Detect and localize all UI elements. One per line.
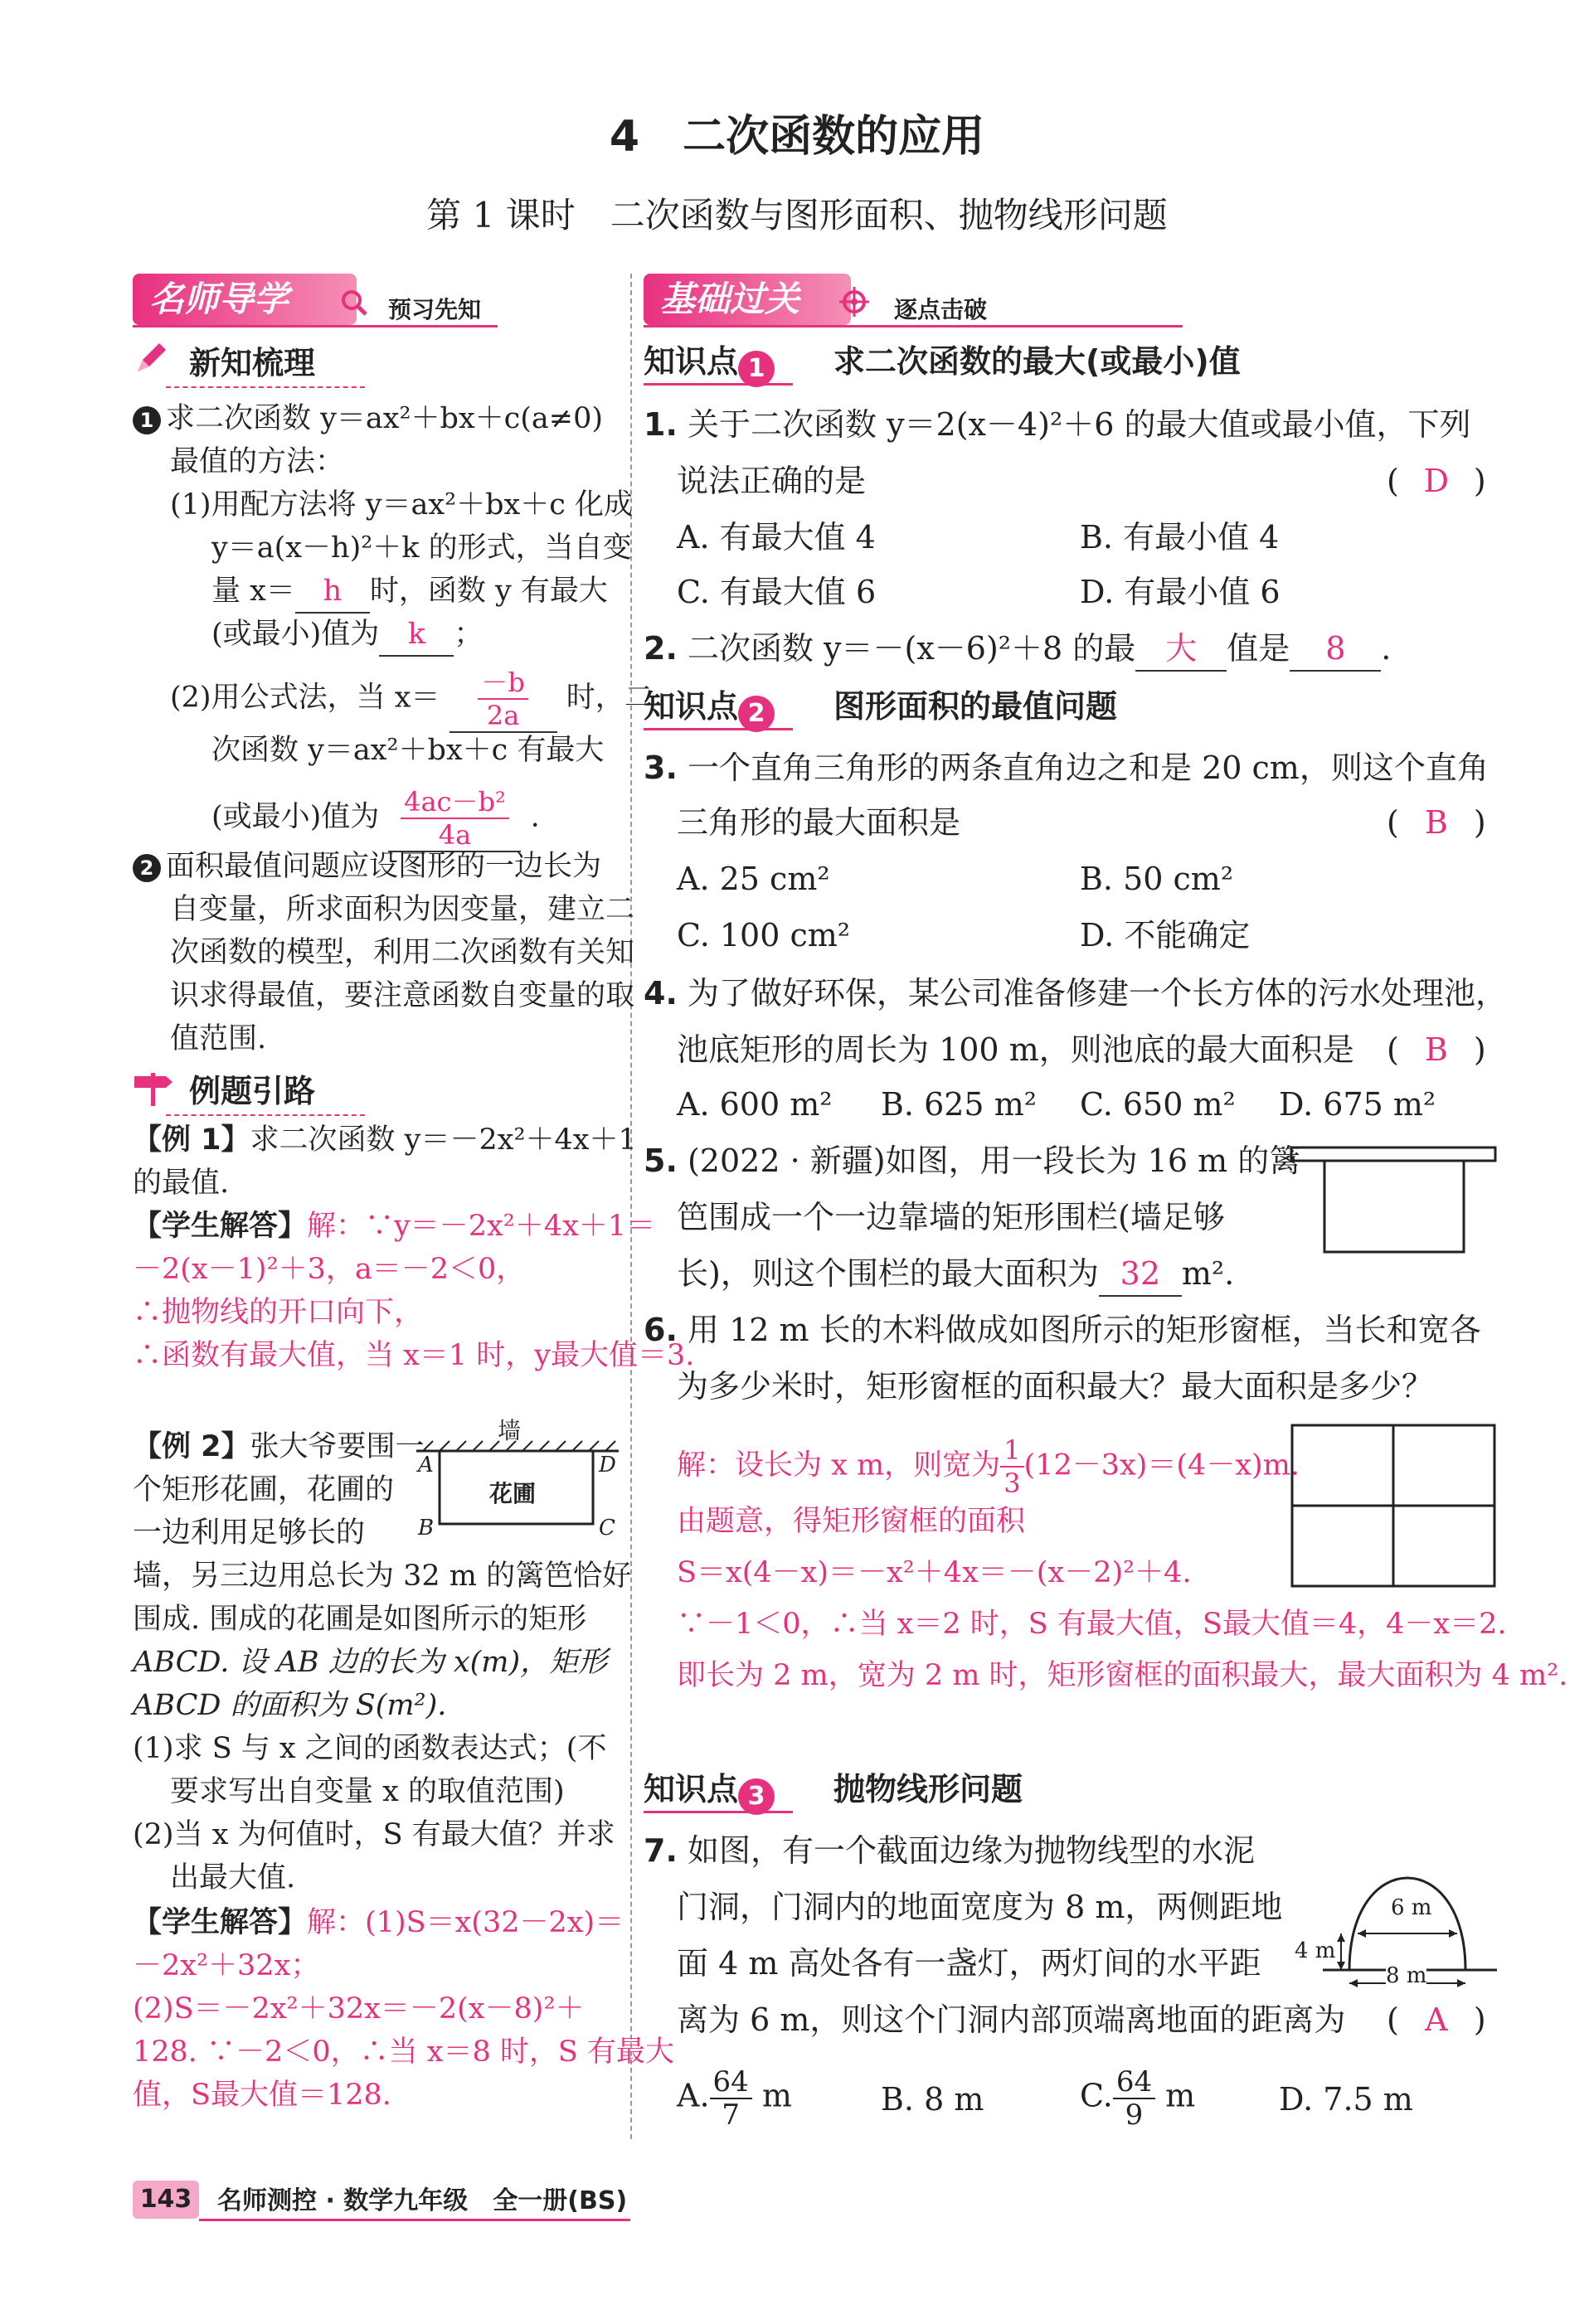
fig-garden-label: 花圃 <box>489 1480 537 1507</box>
q5-line3b: m². <box>1181 1255 1235 1292</box>
ex2-line5: 围成. 围成的花圃是如图所示的矩形 <box>133 1603 587 1636</box>
q1-number: 1. <box>644 406 678 443</box>
p2-line2: 自变量，所求面积为因变量，建立二 <box>170 893 635 926</box>
q6-window-figure <box>1290 1423 1497 1592</box>
ex2-ans5: 值，S最大值＝128. <box>133 2079 391 2112</box>
ex2-ans1: 解：(1)S＝x(32－2x)＝ <box>307 1906 624 1939</box>
q5-line2: 笆围成一个一边靠墙的矩形围栏(墙足够 <box>677 1199 1225 1235</box>
ex2-line6: ABCD. 设 AB 边的长为 x(m)，矩形 <box>133 1646 608 1679</box>
fig-A: A <box>418 1453 434 1477</box>
page-subtitle: 第 1 课时 二次函数与图形面积、抛物线形问题 <box>426 195 1168 235</box>
footer-text: 名师测控 · 数学九年级 全一册(BS) <box>217 2186 628 2215</box>
q3-option-a: A. 25 cm² <box>677 861 830 897</box>
q6-ans1b: (12－3x)＝(4－x)m. <box>1023 1448 1300 1482</box>
fig-wall-label: 墙 <box>498 1417 522 1444</box>
frac-vertex-den: 4a <box>438 819 472 851</box>
kp1-underline <box>644 383 793 386</box>
footer-line <box>199 2219 630 2221</box>
point-2-badge: 2 <box>133 854 161 882</box>
fig7-side-label: 4 m <box>1295 1938 1336 1963</box>
q1-option-a: A. 有最大值 4 <box>677 519 876 556</box>
q4-option-b: B. 625 m² <box>881 1086 1037 1123</box>
q2-text-b: 值是 <box>1227 630 1290 667</box>
ex2-q1b: 要求写出自变量 x 的取值范围) <box>170 1775 565 1808</box>
point-1-badge: 1 <box>133 406 161 434</box>
p1-s2-line2: 次函数 y＝ax²＋bx＋c 有最大 <box>211 734 605 767</box>
p1-s1-line1: (1)用配方法将 y＝ax²＋bx＋c 化成 <box>170 488 633 522</box>
q3-answer: B <box>1424 804 1448 841</box>
kp2-label: 知识点 <box>644 688 739 725</box>
kp2-underline <box>644 728 793 730</box>
ex2-tag: 【例 2】 <box>133 1430 250 1463</box>
kp3-title: 抛物线形问题 <box>833 1771 1023 1807</box>
p1-s1-line2: y＝a(x－h)²＋k 的形式，当自变 <box>211 531 632 565</box>
q5-blank: 32 <box>1099 1252 1182 1297</box>
kp1-label: 知识点 <box>644 343 739 380</box>
magnifier-icon <box>340 289 368 323</box>
q6-ans5: 即长为 2 m，宽为 2 m 时，矩形窗框的面积最大，最大面积为 4 m². <box>677 1659 1568 1692</box>
q3-option-c: C. 100 cm² <box>677 917 851 953</box>
ex2-ans4: 128. ∵－2＜0，∴当 x＝8 时，S 有最大 <box>133 2035 674 2069</box>
fig-C: C <box>599 1516 615 1540</box>
kp2-badge: 2 <box>738 696 775 732</box>
q7-line2: 门洞，门洞内的地面宽度为 8 m，两侧距地 <box>677 1889 1283 1925</box>
p1-line1: 求二次函数 y＝ax²＋bx＋c(a≠0) <box>166 402 604 435</box>
q1-line1: 关于二次函数 y＝2(x－4)²＋6 的最大值或最小值，下列 <box>687 406 1471 443</box>
ex1-ans2: －2(x－1)²＋3，a＝－2＜0， <box>133 1253 526 1286</box>
q2-blank-1: 大 <box>1135 627 1227 672</box>
frac-vertex-num: 4ac－b² <box>401 786 509 819</box>
q7-answer: A <box>1425 2001 1448 2038</box>
kp2-title: 图形面积的最值问题 <box>833 688 1118 725</box>
q5-line1: (2022 · 新疆)如图，用一段长为 16 m 的篱 <box>687 1143 1301 1179</box>
garden-figure <box>415 1419 622 1552</box>
frac-b-num: －b <box>478 667 528 700</box>
p2-line4: 识求得最值，要注意函数自变量的取 <box>170 979 635 1012</box>
q7-number: 7. <box>644 1832 678 1869</box>
q7-option-b: B. 8 m <box>881 2081 984 2118</box>
blank-k: k <box>379 614 454 657</box>
p2-line3: 次函数的模型，利用二次函数有关知 <box>170 936 635 969</box>
q1-option-c: C. 有最大值 6 <box>677 574 877 610</box>
fig7-bottom-label: 8 m <box>1386 1963 1427 1988</box>
p1-s1-line4b: ； <box>454 618 484 651</box>
kp1-badge: 1 <box>738 351 775 387</box>
ex2-q2b: 出最大值. <box>170 1861 296 1895</box>
pencil-icon <box>133 340 169 380</box>
ex1-ans1: 解：∵y＝－2x²＋4x＋1＝ <box>307 1210 656 1243</box>
q7-option-d: D. 7.5 m <box>1279 2081 1413 2118</box>
q6-ans1a: 解：设长为 x m，则宽为 <box>677 1448 1001 1482</box>
ex1-line2: 的最值. <box>133 1167 230 1200</box>
frac-b-den: 2a <box>486 700 520 731</box>
signpost-icon <box>133 1070 174 1109</box>
q3-line1: 一个直角三角形的两条直角边之和是 20 cm，则这个直角 <box>687 750 1489 786</box>
kp3-badge: 3 <box>738 1778 775 1815</box>
right-banner-sub: 逐点击破 <box>894 296 988 323</box>
q2-blank-2: 8 <box>1290 627 1381 672</box>
q4-option-c: C. 650 m² <box>1080 1086 1236 1123</box>
ex1-tag: 【例 1】 <box>133 1123 250 1157</box>
q7-line3: 面 4 m 高处各有一盏灯，两灯间的水平距 <box>677 1945 1261 1982</box>
p2-line5: 值范围. <box>170 1022 267 1055</box>
p1-s2-line3a: (或最小)值为 <box>211 800 380 834</box>
ex2-line1: 张大爷要围一 <box>250 1430 425 1463</box>
p2-line1: 面积最值问题应设图形的一边长为 <box>166 850 602 883</box>
q4-line2: 池底矩形的周长为 100 m，则池底的最大面积是 <box>677 1031 1354 1068</box>
q6-line1: 用 12 m 长的木料做成如图所示的矩形窗框，当长和宽各 <box>687 1312 1481 1348</box>
ex2-line4: 墙，另三边用总长为 32 m 的篱笆恰好 <box>133 1560 632 1593</box>
ex2-line3: 一边利用足够长的 <box>133 1516 366 1550</box>
page-number: 143 <box>133 2181 199 2219</box>
section-underline <box>166 386 365 388</box>
q7-c-unit: m <box>1165 2077 1196 2114</box>
q6-frac-num: 1 <box>1000 1434 1023 1468</box>
left-banner-line <box>133 325 498 327</box>
ex1-ans4: ∴函数有最大值，当 x＝1 时，y最大值＝3. <box>133 1339 695 1372</box>
q4-number: 4. <box>644 975 678 1012</box>
q7-line4: 离为 6 m，则这个门洞内部顶端离地面的距离为 <box>677 2001 1346 2038</box>
kp3-label: 知识点 <box>644 1771 739 1807</box>
q2-number: 2. <box>644 630 678 667</box>
p1-s2-line1a: (2)用公式法，当 x＝ <box>170 681 440 715</box>
q7-c-prefix: C. <box>1080 2077 1113 2114</box>
q7-a-num: 64 <box>710 2066 752 2099</box>
p1-s1-line4a: (或最小)值为 <box>211 618 380 651</box>
page-title: 4 二次函数的应用 <box>609 112 985 162</box>
ex1-ans3: ∴抛物线的开口向下， <box>133 1296 424 1329</box>
ex2-q2a: (2)当 x 为何值时，S 有最大值？并求 <box>133 1818 615 1851</box>
q2-text-a: 二次函数 y＝－(x－6)²＋8 的最 <box>687 630 1136 667</box>
q3-option-d: D. 不能确定 <box>1080 917 1251 953</box>
fig7-top-label: 6 m <box>1391 1895 1432 1920</box>
q7-c-num: 64 <box>1113 2066 1155 2099</box>
q4-line1: 为了做好环保，某公司准备修建一个长方体的污水处理池， <box>687 975 1507 1012</box>
q7-arch-figure <box>1290 1831 1505 1997</box>
kp1-title: 求二次函数的最大(或最小)值 <box>833 343 1241 380</box>
q1-option-d: D. 有最小值 6 <box>1080 574 1281 610</box>
q6-ans3: S＝x(4－x)＝－x²＋4x＝－(x－2)²＋4. <box>677 1556 1192 1589</box>
q6-line2: 为多少米时，矩形窗框的面积最大？最大面积是多少？ <box>677 1368 1434 1405</box>
q1-line2: 说法正确的是 <box>677 463 867 499</box>
kp3-underline <box>644 1811 793 1813</box>
q5-fence-figure <box>1290 1144 1497 1264</box>
q1-option-b: B. 有最小值 4 <box>1080 519 1280 556</box>
q1-answer: D <box>1423 463 1450 499</box>
q6-ans4: ∵－1＜0，∴当 x＝2 时，S 有最大值，S最大值＝4，4－x＝2. <box>677 1608 1507 1641</box>
ex2-q1a: (1)求 S 与 x 之间的函数表达式；(不 <box>133 1732 607 1765</box>
q4-option-a: A. 600 m² <box>677 1086 833 1123</box>
section-examples: 例题引路 <box>189 1073 316 1109</box>
q3-number: 3. <box>644 750 678 786</box>
q4-answer: B <box>1424 1031 1448 1068</box>
q7-a-unit: m <box>761 2077 792 2114</box>
ex1-line1: 求二次函数 y＝－2x²＋4x＋1 <box>250 1123 637 1157</box>
q3-line2: 三角形的最大面积是 <box>677 804 961 841</box>
section-new-knowledge: 新知梳理 <box>189 345 316 381</box>
ex2-answer-tag: 【学生解答】 <box>133 1906 308 1939</box>
fig-B: B <box>418 1516 435 1540</box>
ex2-ans3: (2)S＝－2x²＋32x＝－2(x－8)²＋ <box>133 1992 585 2026</box>
left-banner: 名师导学 <box>133 274 357 325</box>
p1-line2: 最值的方法： <box>170 445 345 478</box>
right-banner: 基础过关 <box>644 274 851 325</box>
blank-h: h <box>295 570 370 614</box>
q5-line3a: 长)，则这个围栏的最大面积为 <box>677 1255 1099 1292</box>
q7-a-prefix: A. <box>677 2077 710 2114</box>
q4-option-d: D. 675 m² <box>1279 1086 1436 1123</box>
left-banner-sub: 预习先知 <box>388 296 482 323</box>
section-underline-2 <box>166 1114 365 1116</box>
q5-number: 5. <box>644 1143 678 1179</box>
q7-line1: 如图，有一个截面边缘为抛物线型的水泥 <box>687 1832 1255 1869</box>
fig-D: D <box>599 1453 616 1477</box>
q2-text-c: . <box>1381 630 1392 667</box>
target-icon <box>839 287 869 320</box>
q6-number: 6. <box>644 1312 678 1348</box>
ex1-answer-tag: 【学生解答】 <box>133 1210 308 1243</box>
p1-s1-line3b: 时，函数 y 有最大 <box>369 575 608 608</box>
right-banner-line <box>644 325 1183 327</box>
q7-c-den: 9 <box>1125 2098 1144 2132</box>
q6-frac-den: 3 <box>1004 1468 1021 1499</box>
q3-option-b: B. 50 cm² <box>1080 861 1234 897</box>
p1-s2-line1b: 时，二 <box>566 681 654 715</box>
q7-a-den: 7 <box>722 2098 740 2132</box>
p1-s2-line3b: . <box>530 800 540 834</box>
ex2-line2: 个矩形花圃，花圃的 <box>133 1473 395 1506</box>
ex2-line7: ABCD 的面积为 S(m²). <box>133 1689 447 1722</box>
ex2-ans2: －2x²＋32x； <box>133 1949 320 1982</box>
q6-ans2: 由题意，得矩形窗框的面积 <box>677 1505 1026 1538</box>
p1-s1-line3a: 量 x＝ <box>211 575 295 608</box>
